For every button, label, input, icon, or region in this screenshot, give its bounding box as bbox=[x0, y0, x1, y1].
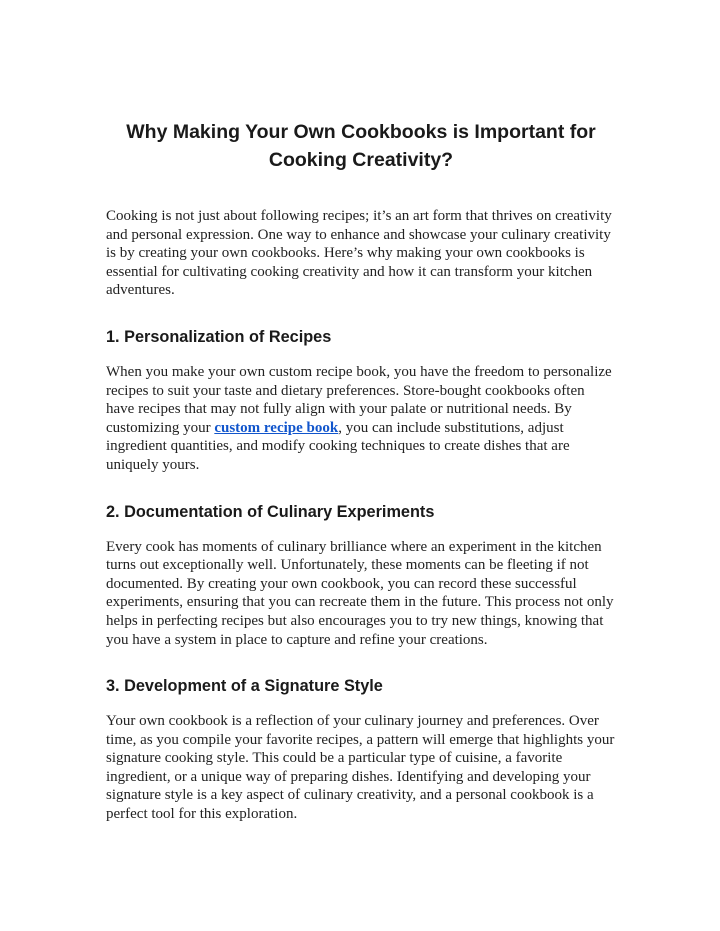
section-paragraph-signature-style: Your own cookbook is a reflection of your culinary journey and preferences. Over time, as you compile your favorite recipes, a pattern will emerge that highlights your signature cooking style. This could be a particular type of cuisine, a favorite ingredient, or a unique way of preparing dishes. Identifying and developing your signature style is a key aspect of culinary creativity, and a personal cookbook is a perfect tool for this exploration. bbox=[106, 713, 615, 823]
section-heading-signature-style: 3. Development of a Signature Style bbox=[106, 677, 383, 696]
section-heading-documentation: 2. Documentation of Culinary Experiments bbox=[106, 502, 435, 521]
page-title: Why Making Your Own Cookbooks is Important for Cooking Creativity? bbox=[126, 121, 596, 171]
section-heading-personalization: 1. Personalization of Recipes bbox=[106, 327, 332, 346]
paragraph-text-before-link: When you make your own custom recipe book, you have the freedom to personalize recipes to suit your taste and dietary preferences. Store-bought cookbooks often have recipes that may not fully align with your palate or nutritional needs. By customizing your bbox=[106, 363, 612, 436]
intro-paragraph: Cooking is not just about following recipes; it’s an art form that thrives on creativity and personal expression. One way to enhance and showcase your culinary creativity is by creating your own cookbooks. Here’s why making your own cookbooks is essential for cultivating cooking creativity and how it can transform your kitchen adventures. bbox=[106, 208, 612, 299]
custom-recipe-book-link[interactable]: custom recipe book bbox=[214, 419, 339, 436]
section-paragraph-documentation: Every cook has moments of culinary brilliance where an experiment in the kitchen turns out exceptionally well. Unfortunately, these moments can be fleeting if not documented. By creating your own cookbook, you can record these successful experiments, ensuring that you can recreate them in the future. This process not only helps in perfecting recipes but also encourages you to try new things, knowing that you have a system in place to capture and refine your creations. bbox=[106, 538, 614, 648]
section-paragraph-personalization bbox=[106, 363, 616, 475]
paragraph-text-after-link: , you can include substitutions, adjust ingredient quantities, and modify cooking techniques to create dishes that are uniquely yours. bbox=[106, 419, 570, 473]
document-body bbox=[106, 118, 616, 824]
